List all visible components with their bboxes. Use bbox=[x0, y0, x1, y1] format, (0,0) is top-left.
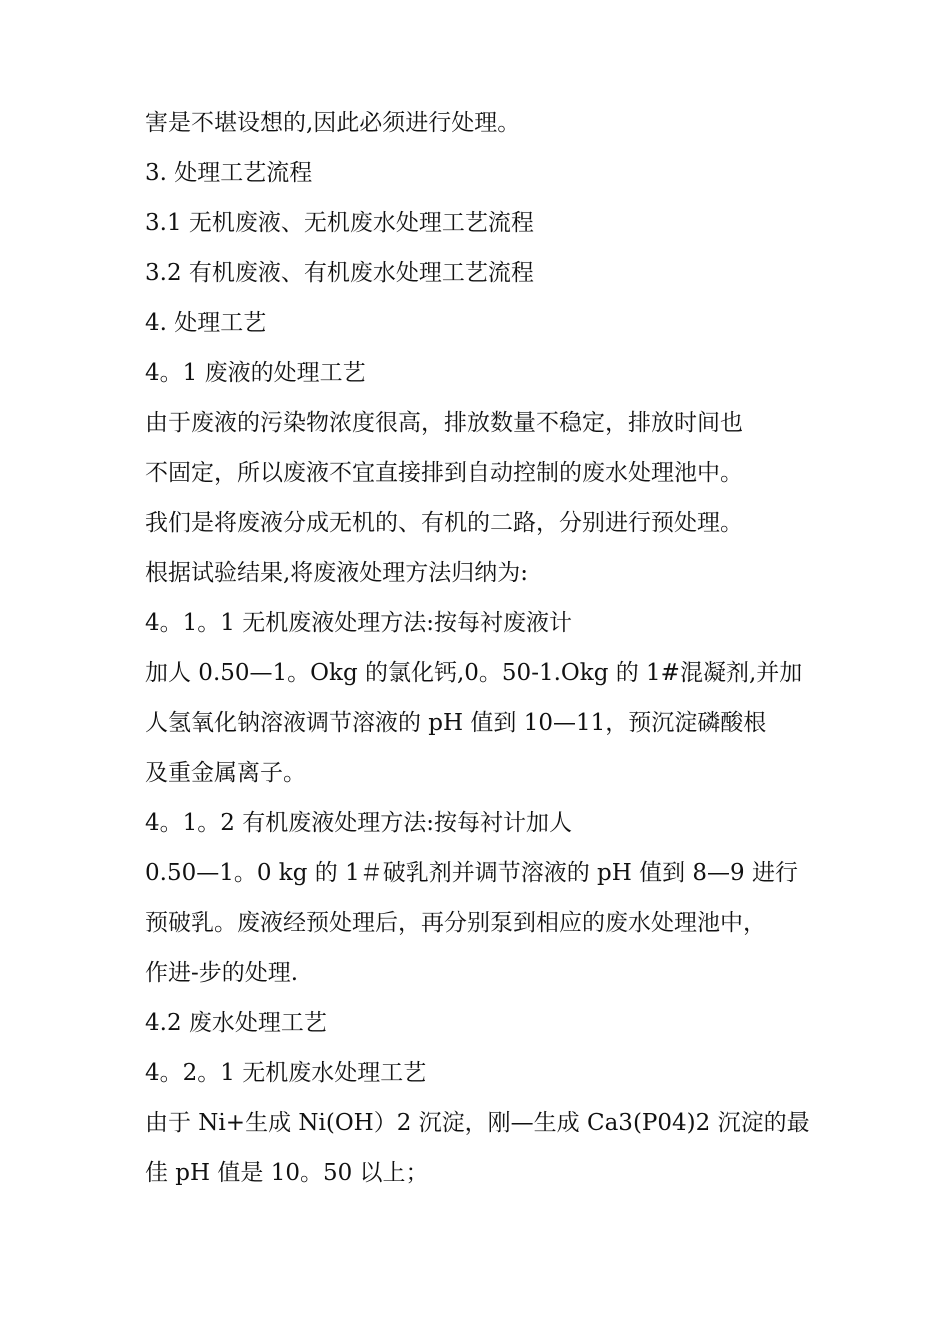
section-heading-4: 4. 处理工艺 bbox=[145, 310, 267, 336]
paragraph-line: 作进-步的处理. bbox=[145, 960, 299, 986]
section-heading-4-1-2: 4。1。2 有机废液处理方法:按每衬计加人 bbox=[145, 810, 572, 836]
paragraph-line: 加人 0.50—1。Okg 的氯化钙,0。50-1.Okg 的 1#混凝剂,并加 bbox=[145, 660, 803, 686]
paragraph-line: 佳 pH 值是 10。50 以上； bbox=[145, 1160, 429, 1186]
section-heading-4-2: 4.2 废水处理工艺 bbox=[145, 1010, 327, 1036]
section-heading-4-1-1: 4。1。1 无机废液处理方法:按每衬废液计 bbox=[145, 610, 572, 636]
paragraph-line: 人氢氧化钠溶液调节溶液的 pH 值到 10—11，预沉淀磷酸根 bbox=[145, 710, 767, 736]
section-heading-3-2: 3.2 有机废液、有机废水处理工艺流程 bbox=[145, 260, 534, 286]
paragraph-line: 根据试验结果,将废液处理方法归纳为: bbox=[145, 560, 529, 586]
paragraph-line: 不固定，所以废液不宜直接排到自动控制的废水处理池中。 bbox=[145, 460, 743, 486]
section-heading-4-2-1: 4。2。1 无机废水处理工艺 bbox=[145, 1060, 427, 1086]
text-line-1: 害是不堪设想的,因此必须进行处理。 bbox=[145, 110, 521, 136]
section-heading-3: 3. 处理工艺流程 bbox=[145, 160, 313, 186]
paragraph-line: 由于废液的污染物浓度很高，排放数量不稳定，排放时间也 bbox=[145, 410, 743, 436]
paragraph-line: 预破乳。废液经预处理后，再分别泵到相应的废水处理池中， bbox=[145, 910, 766, 936]
paragraph-line: 及重金属离子。 bbox=[145, 760, 306, 786]
paragraph-line: 由于 Ni+生成 Ni(OH）2 沉淀，刚—生成 Ca3(P04)2 沉淀的最 bbox=[145, 1110, 810, 1136]
document-body bbox=[145, 98, 825, 1198]
paragraph-line: 0.50—1。0 kg 的 1＃破乳剂并调节溶液的 pH 值到 8—9 进行 bbox=[145, 860, 798, 886]
paragraph-line: 我们是将废液分成无机的、有机的二路，分别进行预处理。 bbox=[145, 510, 743, 536]
section-heading-3-1: 3.1 无机废液、无机废水处理工艺流程 bbox=[145, 210, 534, 236]
section-heading-4-1: 4。1 废液的处理工艺 bbox=[145, 360, 366, 386]
